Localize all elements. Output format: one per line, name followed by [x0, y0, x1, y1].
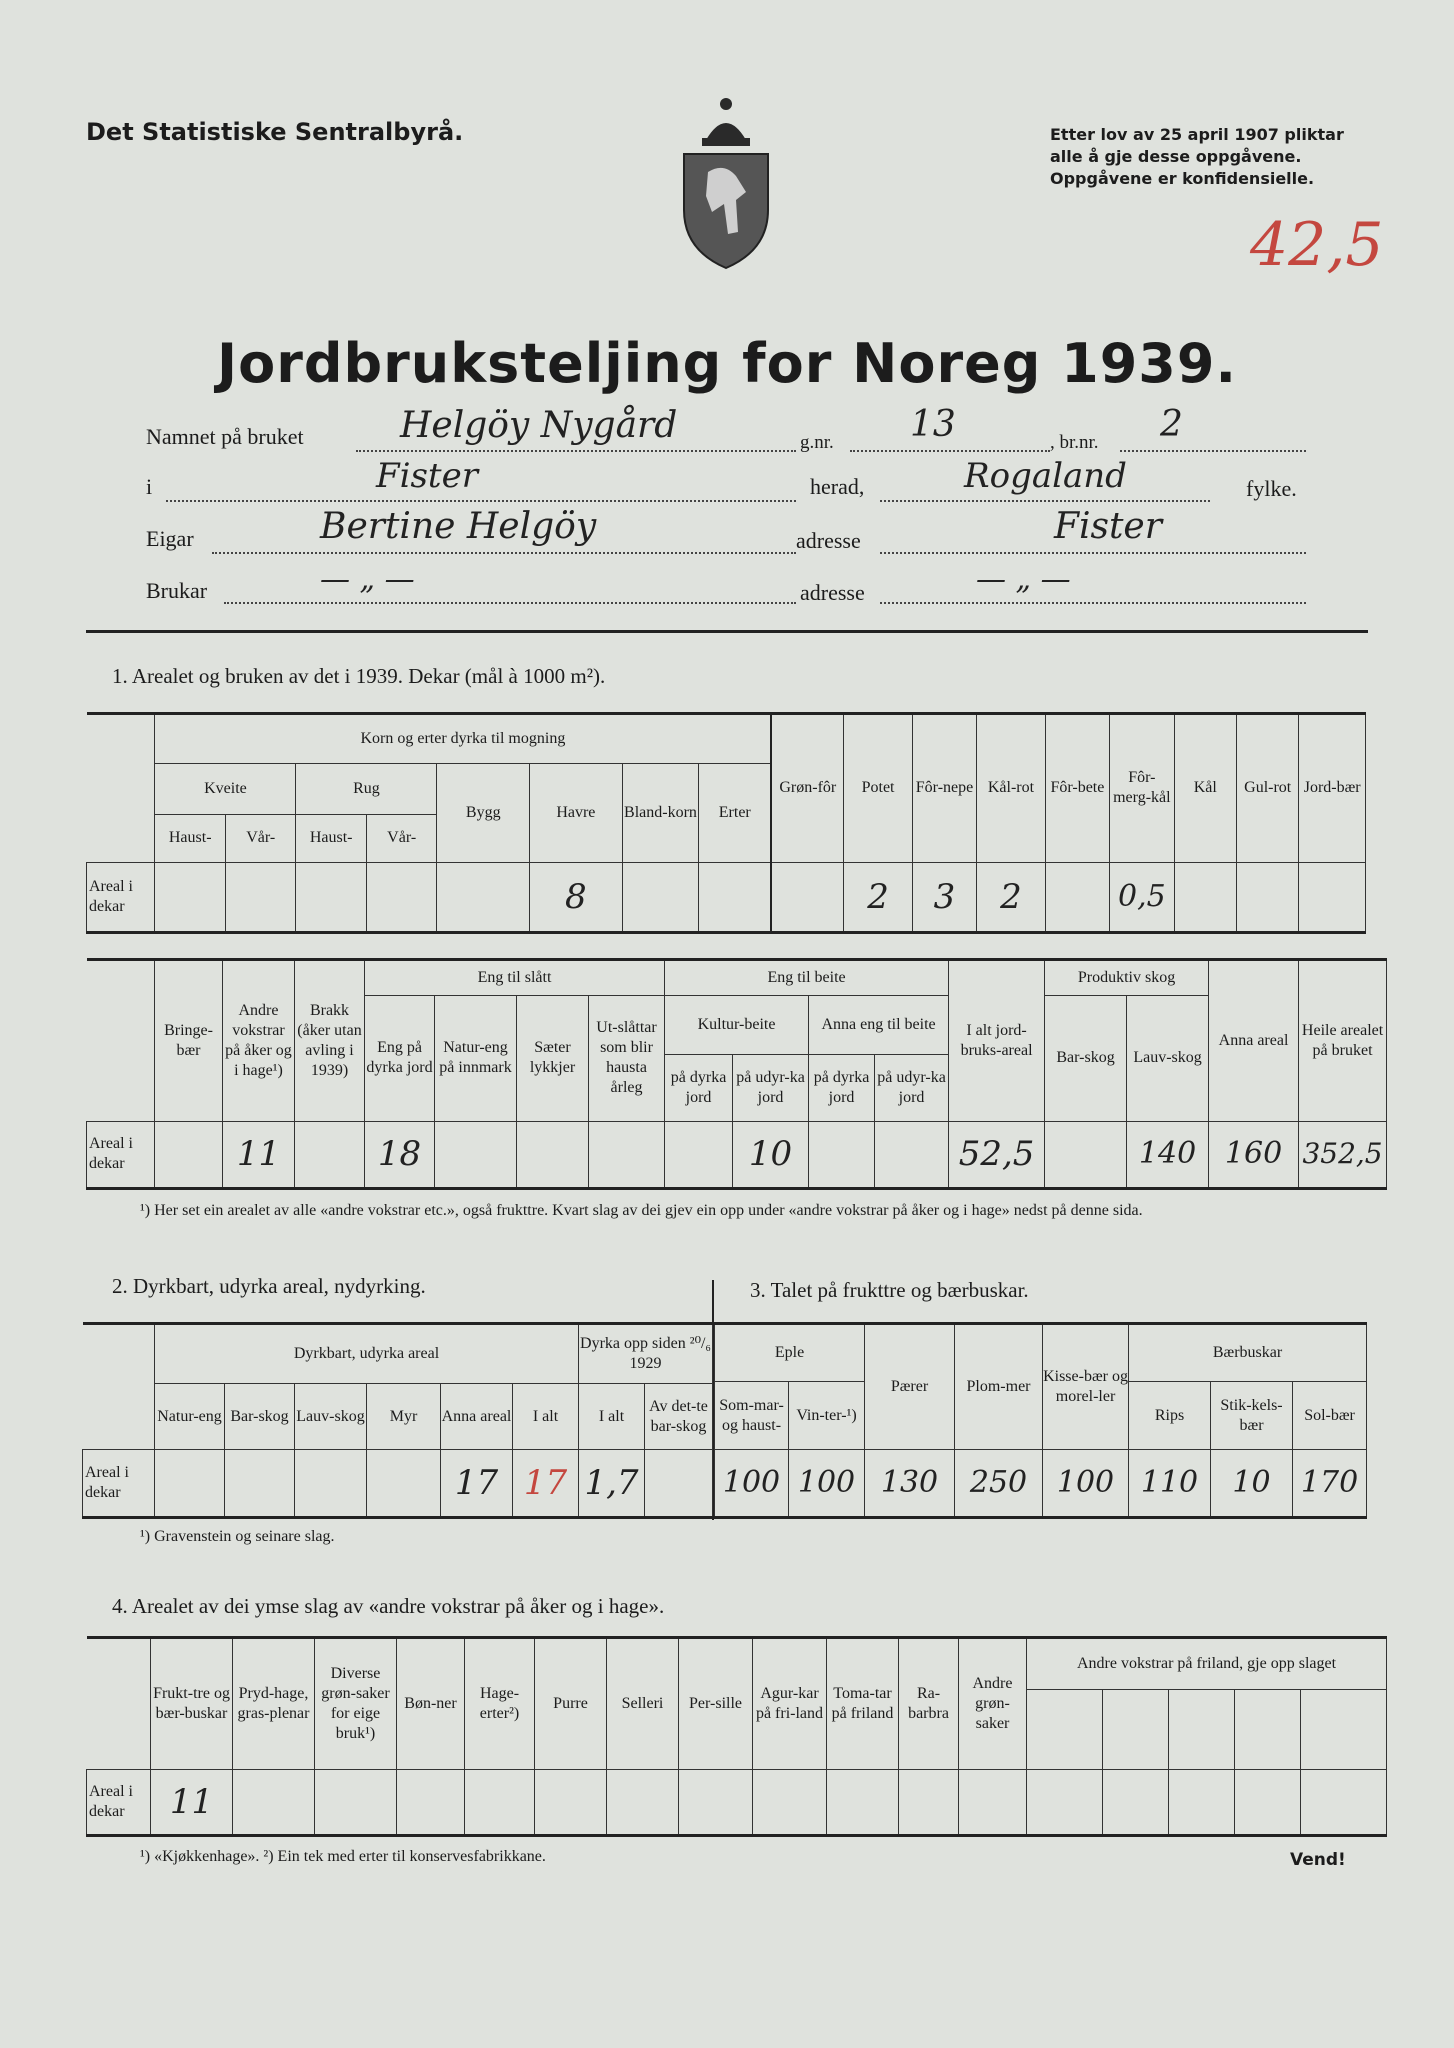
law-line-2: alle å gje desse oppgåvene. [1050, 147, 1302, 166]
namnet-label: Namnet på bruket [146, 424, 304, 449]
value-eple-sommar[interactable]: 100 [715, 1450, 789, 1518]
dyrka-opp-header: Dyrka opp siden ²⁰/₆ 1929 [579, 1324, 713, 1384]
value-potet[interactable]: 2 [844, 862, 912, 932]
cell[interactable] [809, 1121, 875, 1188]
friland-slot-4[interactable] [1235, 1690, 1301, 1770]
col-rug-var: Vår- [366, 814, 436, 862]
col-myr: Myr [367, 1384, 441, 1450]
brnr-label: , br.nr. [1050, 432, 1099, 453]
cell[interactable] [875, 1121, 949, 1188]
brnr-value[interactable]: 2 [1160, 404, 1183, 445]
col-bringebaer: Bringe-bær [155, 960, 223, 1122]
col-fornepe: Fôr-nepe [912, 714, 976, 863]
value-kultur-udyrka[interactable]: 10 [733, 1121, 809, 1188]
cell[interactable] [397, 1770, 465, 1836]
friland-slot-3[interactable] [1169, 1690, 1235, 1770]
cell[interactable] [1299, 862, 1366, 932]
col-bonner: Bøn-ner [397, 1638, 465, 1770]
i-line [166, 500, 796, 502]
col-formergkal: Fôr-merg-kål [1110, 714, 1174, 863]
col-bygg: Bygg [437, 764, 530, 863]
vend-note: Vend! [1290, 1850, 1346, 1870]
gnr-line [850, 450, 1050, 452]
namnet-value[interactable]: Helgöy Nygård [400, 405, 678, 446]
law-notice [1050, 124, 1370, 190]
cell[interactable] [827, 1770, 899, 1836]
cell[interactable] [225, 862, 295, 932]
label-spacer [87, 714, 155, 863]
label-spacer [87, 1638, 151, 1770]
col-kveite: Kveite [155, 764, 296, 814]
cell[interactable] [1174, 862, 1236, 932]
col-anna-dyrka: på dyrka jord [809, 1054, 875, 1121]
col-diverse-gronsaker: Diverse grøn-saker for eige bruk¹) [315, 1638, 397, 1770]
col-heile-arealet: Heile arealet på bruket [1299, 960, 1387, 1122]
row-label: Areal i dekar [83, 1450, 155, 1518]
col-paerer: Pærer [865, 1324, 955, 1450]
cell[interactable] [535, 1770, 607, 1836]
cell[interactable] [155, 862, 225, 932]
cell[interactable] [315, 1770, 397, 1836]
section1-title: 1. Arealet og bruken av det i 1939. Dekar (mål à 1000 m²). [112, 664, 606, 688]
cell[interactable] [589, 1121, 665, 1188]
coat-of-arms-icon [676, 92, 776, 272]
col-plommer: Plom-mer [955, 1324, 1043, 1450]
friland-slot-1[interactable] [1027, 1690, 1103, 1770]
cell[interactable] [1045, 1121, 1127, 1188]
brukar-adresse-value[interactable]: — „ — [976, 562, 1071, 597]
brukar-adresse-line [880, 602, 1306, 604]
section1-table-a [86, 712, 1366, 934]
col-anna-areal: Anna areal [1209, 960, 1299, 1122]
col-rug: Rug [296, 764, 437, 814]
brukar-line [224, 602, 796, 604]
cell[interactable] [1301, 1770, 1387, 1836]
value-i-alt[interactable]: 17 [513, 1450, 579, 1518]
col-kissebaer: Kisse-bær og morel-ler [1043, 1324, 1129, 1450]
col-rug-haust: Haust- [296, 814, 366, 862]
cell[interactable] [465, 1770, 535, 1836]
col-andre-vokstrar: Andre vokstrar på åker og i hage¹) [223, 960, 295, 1122]
col-dyrka-i-alt: I alt [579, 1384, 645, 1450]
margin-note: 42,5 [1250, 210, 1384, 280]
col-erter: Erter [699, 764, 772, 863]
brukar-adresse-label: adresse [800, 580, 865, 605]
col-rabarbra: Ra-barbra [899, 1638, 959, 1770]
herad-label: herad, [810, 474, 865, 499]
cell[interactable] [1027, 1770, 1103, 1836]
cell[interactable] [155, 1121, 223, 1188]
section2-title: 2. Dyrkbart, udyrka areal, nydyrking. [112, 1274, 426, 1298]
value-andre-vokstrar[interactable]: 11 [223, 1121, 295, 1188]
andre-friland-header: Andre vokstrar på friland, gje opp slaget [1027, 1638, 1387, 1690]
cell[interactable] [437, 862, 530, 932]
fylke-label: fylke. [1246, 476, 1297, 501]
cell[interactable] [366, 862, 436, 932]
cell[interactable] [753, 1770, 827, 1836]
value-eple-vinter[interactable]: 100 [789, 1450, 865, 1518]
cell[interactable] [607, 1770, 679, 1836]
col-i-alt-jordbruk: I alt jord-bruks-areal [949, 960, 1045, 1122]
col-rips: Rips [1129, 1382, 1211, 1450]
col-kultur-dyrka: på dyrka jord [665, 1054, 733, 1121]
cell[interactable] [645, 1450, 713, 1518]
col-andre-gronsaker: Andre grøn-saker [959, 1638, 1027, 1770]
value-paerer[interactable]: 130 [865, 1450, 955, 1518]
cell[interactable] [771, 862, 844, 932]
col-stikkelsbaer: Stik-kels-bær [1211, 1382, 1293, 1450]
cell[interactable] [1169, 1770, 1235, 1836]
value-eng-dyrka[interactable]: 18 [365, 1121, 435, 1188]
dyrkbart-header: Dyrkbart, udyrka areal [155, 1324, 579, 1384]
cell[interactable] [367, 1450, 441, 1518]
col-blandkorn: Bland-korn [622, 764, 699, 863]
form-title: Jordbruksteljing for Noreg 1939. [217, 332, 1237, 395]
col-lauvskog: Lauv-skog [1127, 995, 1209, 1121]
value-heile-arealet[interactable]: 352,5 [1299, 1121, 1387, 1188]
namnet-line [356, 450, 796, 452]
col-selleri: Selleri [607, 1638, 679, 1770]
value-rips[interactable]: 110 [1129, 1450, 1211, 1518]
i-value[interactable]: Fister [376, 456, 478, 496]
col-prydhage: Pryd-hage, gras-plenar [233, 1638, 315, 1770]
herad-line [880, 500, 1210, 502]
cell[interactable] [435, 1121, 517, 1188]
cell[interactable] [225, 1450, 295, 1518]
col-tomatar: Toma-tar på friland [827, 1638, 899, 1770]
eng-slatt-header: Eng til slått [365, 960, 665, 996]
col-anna-eng: Anna eng til beite [809, 995, 949, 1054]
cell[interactable] [295, 1121, 365, 1188]
label-spacer [87, 960, 155, 1122]
eple-header: Eple [715, 1324, 865, 1382]
value-havre[interactable]: 8 [530, 862, 623, 932]
col-kulturbeite: Kultur-beite [665, 995, 809, 1054]
cell[interactable] [1235, 1770, 1301, 1836]
col-kveite-var: Vår- [225, 814, 295, 862]
herad-value[interactable]: Rogaland [964, 456, 1127, 496]
cell[interactable] [1236, 862, 1298, 932]
section4-footnote: ¹) «Kjøkkenhage». ²) Ein tek med erter til konservesfabrikkane. [140, 1848, 546, 1865]
value-lauvskog[interactable]: 140 [1127, 1121, 1209, 1188]
baerbuskar-header: Bærbuskar [1129, 1324, 1367, 1382]
col-saeter: Sæter lykkjer [517, 995, 589, 1121]
col-havre: Havre [530, 764, 623, 863]
col-kveite-haust: Haust- [155, 814, 225, 862]
cell[interactable] [295, 1450, 367, 1518]
eigar-adresse-line [880, 552, 1306, 554]
col-lauvskog: Lauv-skog [295, 1384, 367, 1450]
value-kissebaer[interactable]: 100 [1043, 1450, 1129, 1518]
col-potet: Potet [844, 714, 912, 863]
col-eng-dyrka: Eng på dyrka jord [365, 995, 435, 1121]
cell[interactable] [622, 862, 699, 932]
eng-beite-header: Eng til beite [665, 960, 949, 996]
eigar-label: Eigar [146, 526, 194, 551]
col-natureng: Natur-eng på innmark [435, 995, 517, 1121]
value-formergkal[interactable]: 0,5 [1110, 862, 1174, 932]
value-anna-areal[interactable]: 160 [1209, 1121, 1299, 1188]
korn-header: Korn og erter dyrka til mogning [155, 714, 771, 764]
friland-slot-5[interactable] [1301, 1690, 1387, 1770]
col-persille: Per-sille [679, 1638, 753, 1770]
col-gulrot: Gul-rot [1236, 714, 1298, 863]
col-jordbaer: Jord-bær [1299, 714, 1366, 863]
cell[interactable] [233, 1770, 315, 1836]
cell[interactable] [679, 1770, 753, 1836]
i-label: i [146, 474, 153, 499]
cell[interactable] [155, 1450, 225, 1518]
col-kal: Kål [1174, 714, 1236, 863]
cell[interactable] [296, 862, 366, 932]
col-i-alt: I alt [513, 1384, 579, 1450]
divider [86, 630, 1368, 633]
value-frukttre[interactable]: 11 [151, 1770, 233, 1836]
col-purre: Purre [535, 1638, 607, 1770]
col-agurkar: Agur-kar på fri-land [753, 1638, 827, 1770]
section1-footnote: ¹) Her set ein arealet av alle «andre vokstrar etc.», også frukttre. Kvart slag av dei gjev ein opp under «andre vokstrar på åker og i hage» nedst på denne sida. [140, 1202, 1143, 1219]
section1-table-b [86, 958, 1387, 1190]
col-natureng: Natur-eng [155, 1384, 225, 1450]
law-line-3: Oppgåvene er konfidensielle. [1050, 169, 1315, 188]
cell[interactable] [699, 862, 772, 932]
value-dyrka-i-alt[interactable]: 1,7 [579, 1450, 645, 1518]
value-plommer[interactable]: 250 [955, 1450, 1043, 1518]
brukar-value[interactable]: — „ — [320, 562, 415, 597]
row-label: Areal i dekar [87, 1770, 151, 1836]
row-label: Areal i dekar [87, 862, 155, 932]
cell[interactable] [959, 1770, 1027, 1836]
friland-slot-2[interactable] [1103, 1690, 1169, 1770]
section3-title: 3. Talet på frukttre og bærbuskar. [750, 1278, 1029, 1302]
row-label: Areal i dekar [87, 1121, 155, 1188]
col-kultur-udyrka: på udyr-ka jord [733, 1054, 809, 1121]
col-gronfor: Grøn-fôr [771, 714, 844, 863]
value-i-alt[interactable]: 52,5 [949, 1121, 1045, 1188]
col-hageerter: Hage-erter²) [465, 1638, 535, 1770]
eigar-adresse-value[interactable]: Fister [1054, 506, 1162, 547]
col-barskog: Bar-skog [1045, 995, 1127, 1121]
value-anna-areal[interactable]: 17 [441, 1450, 513, 1518]
col-eple-sommar: Som-mar-og haust- [715, 1382, 789, 1450]
brukar-label: Brukar [146, 578, 208, 603]
prod-skog-header: Produktiv skog [1045, 960, 1209, 996]
col-utslattar: Ut-slåttar som blir hausta årleg [589, 995, 665, 1121]
section2-table [82, 1322, 713, 1519]
value-stikkelsbaer[interactable]: 10 [1211, 1450, 1293, 1518]
section4-table [86, 1636, 1387, 1837]
col-anna-areal: Anna areal [441, 1384, 513, 1450]
section3-table [714, 1322, 1367, 1519]
col-barskog: Bar-skog [225, 1384, 295, 1450]
cell[interactable] [517, 1121, 589, 1188]
gnr-label: g.nr. [800, 432, 834, 453]
label-spacer [83, 1324, 155, 1450]
col-solbaer: Sol-bær [1293, 1382, 1367, 1450]
gnr-value[interactable]: 13 [910, 404, 956, 445]
col-kalrot: Kål-rot [977, 714, 1045, 863]
cell[interactable] [1103, 1770, 1169, 1836]
col-forbete: Fôr-bete [1045, 714, 1109, 863]
col-eple-vinter: Vin-ter-¹) [789, 1382, 865, 1450]
eigar-line [212, 552, 796, 554]
cell[interactable] [665, 1121, 733, 1188]
law-line-1: Etter lov av 25 april 1907 pliktar [1050, 125, 1344, 144]
col-frukttre: Frukt-tre og bær-buskar [151, 1638, 233, 1770]
agency-name: Det Statistiske Sentralbyrå. [86, 118, 464, 146]
value-fornepe[interactable]: 3 [912, 862, 976, 932]
section4-title: 4. Arealet av dei ymse slag av «andre vokstrar på åker og i hage». [112, 1594, 665, 1618]
col-av-dette-barskog: Av det-te bar-skog [645, 1384, 713, 1450]
cell[interactable] [1045, 862, 1109, 932]
eigar-adresse-label: adresse [796, 528, 861, 553]
brnr-line [1120, 450, 1306, 452]
value-kalrot[interactable]: 2 [977, 862, 1045, 932]
cell[interactable] [899, 1770, 959, 1836]
section3-footnote: ¹) Gravenstein og seinare slag. [140, 1528, 335, 1545]
col-brakk: Brakk (åker utan avling i 1939) [295, 960, 365, 1122]
value-solbaer[interactable]: 170 [1293, 1450, 1367, 1518]
col-anna-udyrka: på udyr-ka jord [875, 1054, 949, 1121]
eigar-value[interactable]: Bertine Helgöy [320, 506, 597, 547]
